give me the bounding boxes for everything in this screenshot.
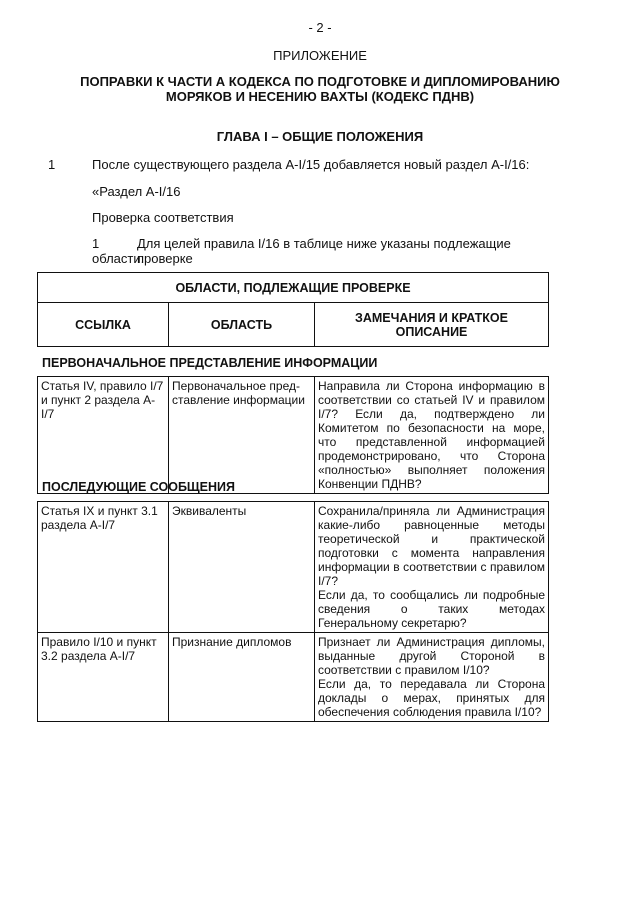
table-row — [38, 502, 549, 633]
document-title-line2: МОРЯКОВ И НЕСЕНИЮ ВАХТЫ (КОДЕКС ПДНВ) — [165, 89, 475, 104]
document-title — [40, 74, 600, 104]
section1-table — [37, 376, 549, 494]
row-notes — [315, 633, 549, 722]
chapter-heading: ГЛАВА I – ОБЩИЕ ПОЛОЖЕНИЯ — [216, 129, 424, 144]
row-notes: Направила ли Сторона информацию в соответствии со статьей IV и правилом I/7? Если да, подтверждено ли Комитетом по безопасности на море, что представленной информацией продемонстрировано, что Сторона «полностью» выполняет положения Конвенции ПДНВ? — [315, 377, 549, 494]
areas-table-title: ОБЛАСТИ, ПОДЛЕЖАЩИЕ ПРОВЕРКЕ — [38, 273, 549, 303]
para2-text-line1: Для целей правила I/16 в таблице ниже указаны подлежащие проверке — [137, 236, 511, 266]
section1-heading: ПЕРВОНАЧАЛЬНОЕ ПРЕДСТАВЛЕНИЕ ИНФОРМАЦИИ — [42, 356, 378, 370]
areas-header-table — [37, 272, 549, 347]
row-notes — [315, 502, 549, 633]
row-notes-paragraph: Если да, то сообщались ли подробные сведения о таких методах Генеральному секретарю? — [318, 588, 545, 630]
row-notes-paragraph: Если да, то передавала ли Сторона доклады о мерах, принятых для обеспечения соблюдения правила I/10? — [318, 677, 545, 719]
section-label: «Раздел A-I/16 — [92, 184, 181, 199]
row-notes-paragraph: Сохранила/приняла ли Администрация какие-либо равноценные методы теоретической и практической подготовки с момента направления информации в соответствии с правилом I/7? — [318, 504, 545, 588]
row-notes-paragraph: Признает ли Администрация дипломы, выданные другой Стороной в соответствии с правилом I/10? — [318, 635, 545, 677]
para1-text: После существующего раздела A-I/15 добавляется новый раздел A-I/16: — [92, 157, 530, 172]
document-title-line1: ПОПРАВКИ К ЧАСТИ А КОДЕКСА ПО ПОДГОТОВКЕ И ДИПЛОМИРОВАНИЮ — [80, 74, 560, 89]
row-area: Первоначальное пред-ставление информации — [169, 377, 315, 494]
section2-table — [37, 501, 549, 722]
row-area: Эквиваленты — [169, 502, 315, 633]
appendix-heading: ПРИЛОЖЕНИЕ — [273, 48, 367, 63]
section2-heading: ПОСЛЕДУЮЩИЕ СООБЩЕНИЯ — [42, 480, 236, 494]
row-reference: Правило I/10 и пункт 3.2 раздела A-I/7 — [38, 633, 169, 722]
para2-number: 1 — [92, 236, 100, 251]
table-row — [38, 633, 549, 722]
column-header-notes: ЗАМЕЧАНИЯ И КРАТКОЕ ОПИСАНИЕ — [315, 303, 549, 347]
row-reference: Статья IV, правило I/7 и пункт 2 раздела A-I/7 — [38, 377, 169, 494]
para1-number: 1 — [48, 157, 56, 172]
section-title: Проверка соответствия — [92, 210, 234, 225]
table-row — [38, 377, 549, 494]
para2-text-line2: области: — [92, 251, 145, 266]
column-header-area: ОБЛАСТЬ — [169, 303, 315, 347]
column-header-reference: ССЫЛКА — [38, 303, 169, 347]
row-reference: Статья IX и пункт 3.1 раздела A-I/7 — [38, 502, 169, 633]
page-number: - 2 - — [308, 20, 332, 35]
row-area: Признание дипломов — [169, 633, 315, 722]
